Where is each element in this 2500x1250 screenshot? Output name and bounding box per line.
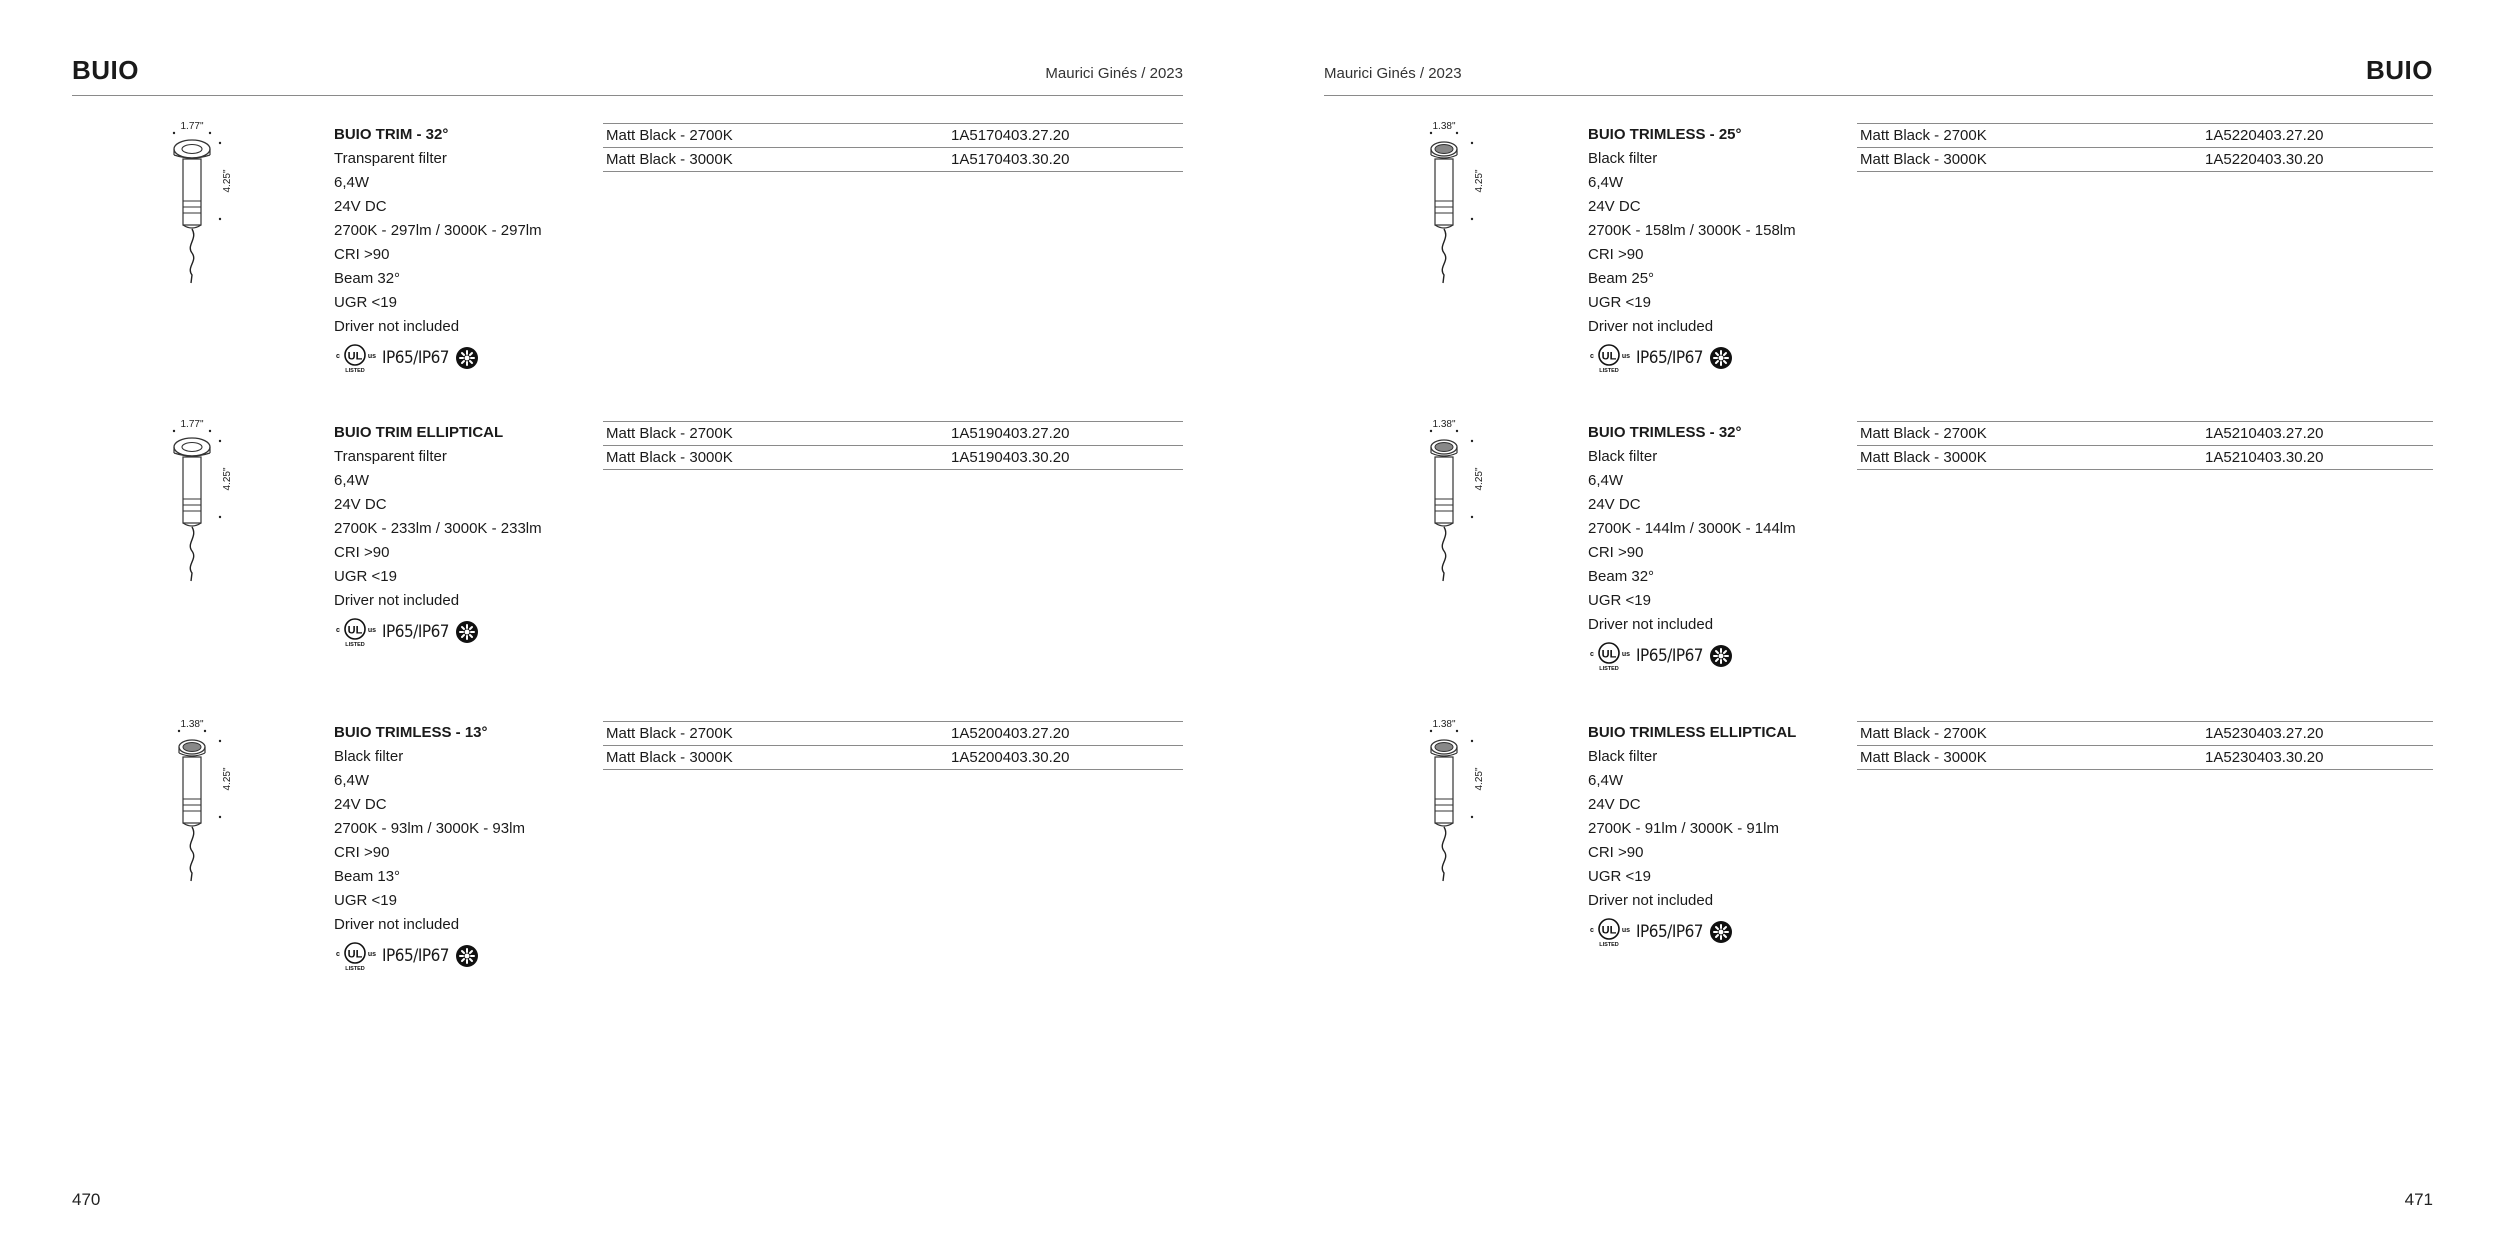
page-number: 471 bbox=[2404, 1190, 2433, 1209]
svg-text:UL: UL bbox=[1601, 648, 1617, 661]
product-title: BUIO TRIMLESS ELLIPTICAL bbox=[1588, 724, 1797, 741]
variant-row bbox=[1857, 124, 2433, 148]
spec-sheet bbox=[1588, 721, 1838, 947]
variant-row bbox=[1857, 446, 2433, 470]
ul-listed-icon bbox=[334, 342, 376, 374]
designer-credit: Maurici Ginés / 2023 bbox=[1324, 65, 1462, 82]
spec-line: Beam 32° bbox=[1588, 568, 1655, 585]
dimmable-icon bbox=[1709, 346, 1733, 370]
spec-line: CRI >90 bbox=[334, 844, 390, 861]
product-title: BUIO TRIMLESS - 13° bbox=[334, 724, 488, 741]
ip-rating: IP65/IP67 bbox=[1636, 646, 1704, 666]
variant-finish: Matt Black - 3000K bbox=[1860, 449, 1987, 466]
variant-row bbox=[1857, 422, 2433, 446]
svg-text:LISTED: LISTED bbox=[345, 966, 365, 972]
variant-code: 1A5170403.27.20 bbox=[951, 127, 1070, 144]
spec-line: CRI >90 bbox=[334, 544, 390, 561]
certification-row bbox=[334, 617, 584, 647]
variant-table bbox=[1857, 123, 2433, 172]
spec-line: UGR <19 bbox=[334, 294, 397, 311]
header-rule bbox=[1324, 95, 2433, 96]
height-label: 4.25" bbox=[1474, 767, 1485, 791]
spec-line: Driver not included bbox=[334, 916, 460, 933]
spec-line: 24V DC bbox=[1588, 496, 1641, 513]
variant-code: 1A5200403.27.20 bbox=[951, 725, 1070, 742]
product-title: BUIO TRIMLESS - 32° bbox=[1588, 424, 1742, 441]
right-page bbox=[1250, 0, 2500, 1250]
variant-finish: Matt Black - 2700K bbox=[606, 725, 733, 742]
svg-text:us: us bbox=[367, 951, 376, 958]
ip-rating: IP65/IP67 bbox=[382, 946, 450, 966]
svg-text:us: us bbox=[367, 627, 376, 634]
variant-row bbox=[603, 722, 1183, 746]
spec-line: Transparent filter bbox=[334, 448, 447, 465]
spec-line: UGR <19 bbox=[1588, 868, 1651, 885]
variant-table bbox=[603, 721, 1183, 770]
height-label: 4.25" bbox=[222, 169, 233, 193]
spec-line: 2700K - 158lm / 3000K - 158lm bbox=[1588, 222, 1796, 239]
spec-line: 2700K - 233lm / 3000K - 233lm bbox=[334, 520, 542, 537]
ul-listed-icon bbox=[334, 940, 376, 972]
product-drawing bbox=[1392, 119, 1522, 299]
svg-text:UL: UL bbox=[347, 350, 363, 363]
spec-line: UGR <19 bbox=[1588, 294, 1651, 311]
spec-line: 2700K - 93lm / 3000K - 93lm bbox=[334, 820, 525, 837]
diameter-label: 1.77" bbox=[180, 419, 204, 430]
spec-line: Black filter bbox=[1588, 150, 1658, 167]
height-label: 4.25" bbox=[1474, 467, 1485, 491]
diameter-label: 1.38" bbox=[1432, 419, 1456, 430]
ul-listed-icon bbox=[1588, 916, 1630, 948]
svg-text:c: c bbox=[336, 627, 340, 634]
spec-line: Black filter bbox=[334, 748, 404, 765]
spec-line: 24V DC bbox=[334, 198, 387, 215]
designer-credit: Maurici Ginés / 2023 bbox=[1045, 65, 1183, 82]
variant-code: 1A5190403.30.20 bbox=[951, 449, 1070, 466]
spec-line: 2700K - 297lm / 3000K - 297lm bbox=[334, 222, 542, 239]
dimmable-icon bbox=[1709, 920, 1733, 944]
variant-row bbox=[603, 148, 1183, 172]
spec-line: 6,4W bbox=[1588, 174, 1624, 191]
product-drawing bbox=[140, 417, 270, 597]
spec-line: UGR <19 bbox=[334, 568, 397, 585]
variant-table bbox=[603, 421, 1183, 470]
dimmable-icon bbox=[455, 944, 479, 968]
ip-rating: IP65/IP67 bbox=[1636, 348, 1704, 368]
variant-code: 1A5190403.27.20 bbox=[951, 425, 1070, 442]
spec-line: 24V DC bbox=[334, 796, 387, 813]
svg-text:LISTED: LISTED bbox=[1599, 942, 1619, 948]
svg-text:UL: UL bbox=[1601, 350, 1617, 363]
height-label: 4.25" bbox=[222, 767, 233, 791]
certification-row bbox=[334, 941, 584, 971]
spec-line: CRI >90 bbox=[1588, 246, 1644, 263]
height-label: 4.25" bbox=[222, 467, 233, 491]
ul-listed-icon bbox=[1588, 640, 1630, 672]
variant-finish: Matt Black - 3000K bbox=[606, 749, 733, 766]
spec-sheet bbox=[1588, 123, 1838, 373]
variant-row bbox=[1857, 722, 2433, 746]
spec-line: Beam 25° bbox=[1588, 270, 1655, 287]
ul-listed-icon bbox=[1588, 342, 1630, 374]
svg-text:LISTED: LISTED bbox=[1599, 368, 1619, 374]
product-drawing bbox=[1392, 717, 1522, 897]
variant-table bbox=[603, 123, 1183, 172]
variant-code: 1A5220403.30.20 bbox=[2205, 151, 2324, 168]
spec-line: Beam 13° bbox=[334, 868, 401, 885]
page-number: 470 bbox=[72, 1190, 101, 1209]
diameter-label: 1.38" bbox=[180, 719, 204, 730]
certification-row bbox=[1588, 917, 1838, 947]
spec-line: CRI >90 bbox=[334, 246, 390, 263]
spec-line: Driver not included bbox=[334, 318, 460, 335]
variant-finish: Matt Black - 3000K bbox=[1860, 151, 1987, 168]
variant-code: 1A5210403.27.20 bbox=[2205, 425, 2324, 442]
spec-line: 6,4W bbox=[334, 772, 370, 789]
svg-text:c: c bbox=[1590, 353, 1594, 360]
svg-text:c: c bbox=[1590, 651, 1594, 658]
dimmable-icon bbox=[1709, 644, 1733, 668]
dimmable-icon bbox=[455, 346, 479, 370]
variant-code: 1A5220403.27.20 bbox=[2205, 127, 2324, 144]
svg-text:UL: UL bbox=[347, 624, 363, 637]
variant-finish: Matt Black - 2700K bbox=[606, 127, 733, 144]
variant-finish: Matt Black - 3000K bbox=[1860, 749, 1987, 766]
variant-finish: Matt Black - 3000K bbox=[606, 449, 733, 466]
spec-line: Black filter bbox=[1588, 448, 1658, 465]
spec-line: Beam 32° bbox=[334, 270, 401, 287]
variant-code: 1A5200403.30.20 bbox=[951, 749, 1070, 766]
variant-finish: Matt Black - 2700K bbox=[606, 425, 733, 442]
svg-text:us: us bbox=[1621, 927, 1630, 934]
diameter-label: 1.38" bbox=[1432, 719, 1456, 730]
spec-line: CRI >90 bbox=[1588, 844, 1644, 861]
spec-line: Driver not included bbox=[334, 592, 460, 609]
spec-sheet bbox=[1588, 421, 1838, 671]
spec-line: UGR <19 bbox=[1588, 592, 1651, 609]
spec-line: 2700K - 91lm / 3000K - 91lm bbox=[1588, 820, 1779, 837]
header-rule bbox=[72, 95, 1183, 96]
spec-line: 24V DC bbox=[334, 496, 387, 513]
spec-line: Driver not included bbox=[1588, 616, 1714, 633]
variant-row bbox=[603, 746, 1183, 770]
product-drawing bbox=[140, 717, 270, 897]
spec-line: 6,4W bbox=[334, 472, 370, 489]
height-label: 4.25" bbox=[1474, 169, 1485, 193]
svg-text:LISTED: LISTED bbox=[345, 368, 365, 374]
variant-code: 1A5170403.30.20 bbox=[951, 151, 1070, 168]
variant-row bbox=[603, 446, 1183, 470]
variant-row bbox=[603, 422, 1183, 446]
svg-text:us: us bbox=[367, 353, 376, 360]
variant-finish: Matt Black - 2700K bbox=[1860, 127, 1987, 144]
brand-title: BUIO bbox=[2366, 55, 2433, 85]
product-title: BUIO TRIM ELLIPTICAL bbox=[334, 424, 504, 441]
spec-line: Transparent filter bbox=[334, 150, 447, 167]
certification-row bbox=[334, 343, 584, 373]
spec-line: 6,4W bbox=[1588, 772, 1624, 789]
spec-line: CRI >90 bbox=[1588, 544, 1644, 561]
spec-line: Black filter bbox=[1588, 748, 1658, 765]
certification-row bbox=[1588, 641, 1838, 671]
variant-code: 1A5230403.30.20 bbox=[2205, 749, 2324, 766]
variant-row bbox=[1857, 746, 2433, 770]
product-title: BUIO TRIMLESS - 25° bbox=[1588, 126, 1742, 143]
variant-finish: Matt Black - 2700K bbox=[1860, 425, 1987, 442]
svg-text:UL: UL bbox=[1601, 924, 1617, 937]
svg-text:LISTED: LISTED bbox=[1599, 666, 1619, 672]
variant-row bbox=[1857, 148, 2433, 172]
svg-text:us: us bbox=[1621, 651, 1630, 658]
variant-row bbox=[603, 124, 1183, 148]
spec-line: 2700K - 144lm / 3000K - 144lm bbox=[1588, 520, 1796, 537]
spec-line: UGR <19 bbox=[334, 892, 397, 909]
variant-table bbox=[1857, 721, 2433, 770]
spec-sheet bbox=[334, 421, 584, 647]
svg-text:c: c bbox=[1590, 927, 1594, 934]
spec-line: Driver not included bbox=[1588, 318, 1714, 335]
variant-code: 1A5210403.30.20 bbox=[2205, 449, 2324, 466]
spec-line: Driver not included bbox=[1588, 892, 1714, 909]
ip-rating: IP65/IP67 bbox=[382, 348, 450, 368]
svg-text:us: us bbox=[1621, 353, 1630, 360]
certification-row bbox=[1588, 343, 1838, 373]
svg-text:c: c bbox=[336, 353, 340, 360]
diameter-label: 1.38" bbox=[1432, 121, 1456, 132]
spec-line: 6,4W bbox=[334, 174, 370, 191]
diameter-label: 1.77" bbox=[180, 121, 204, 132]
product-title: BUIO TRIM - 32° bbox=[334, 126, 449, 143]
variant-finish: Matt Black - 2700K bbox=[1860, 725, 1987, 742]
svg-text:c: c bbox=[336, 951, 340, 958]
spec-sheet bbox=[334, 123, 584, 373]
svg-text:UL: UL bbox=[347, 948, 363, 961]
spec-line: 24V DC bbox=[1588, 198, 1641, 215]
ip-rating: IP65/IP67 bbox=[1636, 922, 1704, 942]
variant-table bbox=[1857, 421, 2433, 470]
spec-sheet bbox=[334, 721, 584, 971]
svg-text:LISTED: LISTED bbox=[345, 642, 365, 648]
product-drawing bbox=[1392, 417, 1522, 597]
product-drawing bbox=[140, 119, 270, 299]
variant-finish: Matt Black - 3000K bbox=[606, 151, 733, 168]
spec-line: 24V DC bbox=[1588, 796, 1641, 813]
spec-line: 6,4W bbox=[1588, 472, 1624, 489]
variant-code: 1A5230403.27.20 bbox=[2205, 725, 2324, 742]
dimmable-icon bbox=[455, 620, 479, 644]
brand-title: BUIO bbox=[72, 55, 139, 85]
ip-rating: IP65/IP67 bbox=[382, 622, 450, 642]
ul-listed-icon bbox=[334, 616, 376, 648]
